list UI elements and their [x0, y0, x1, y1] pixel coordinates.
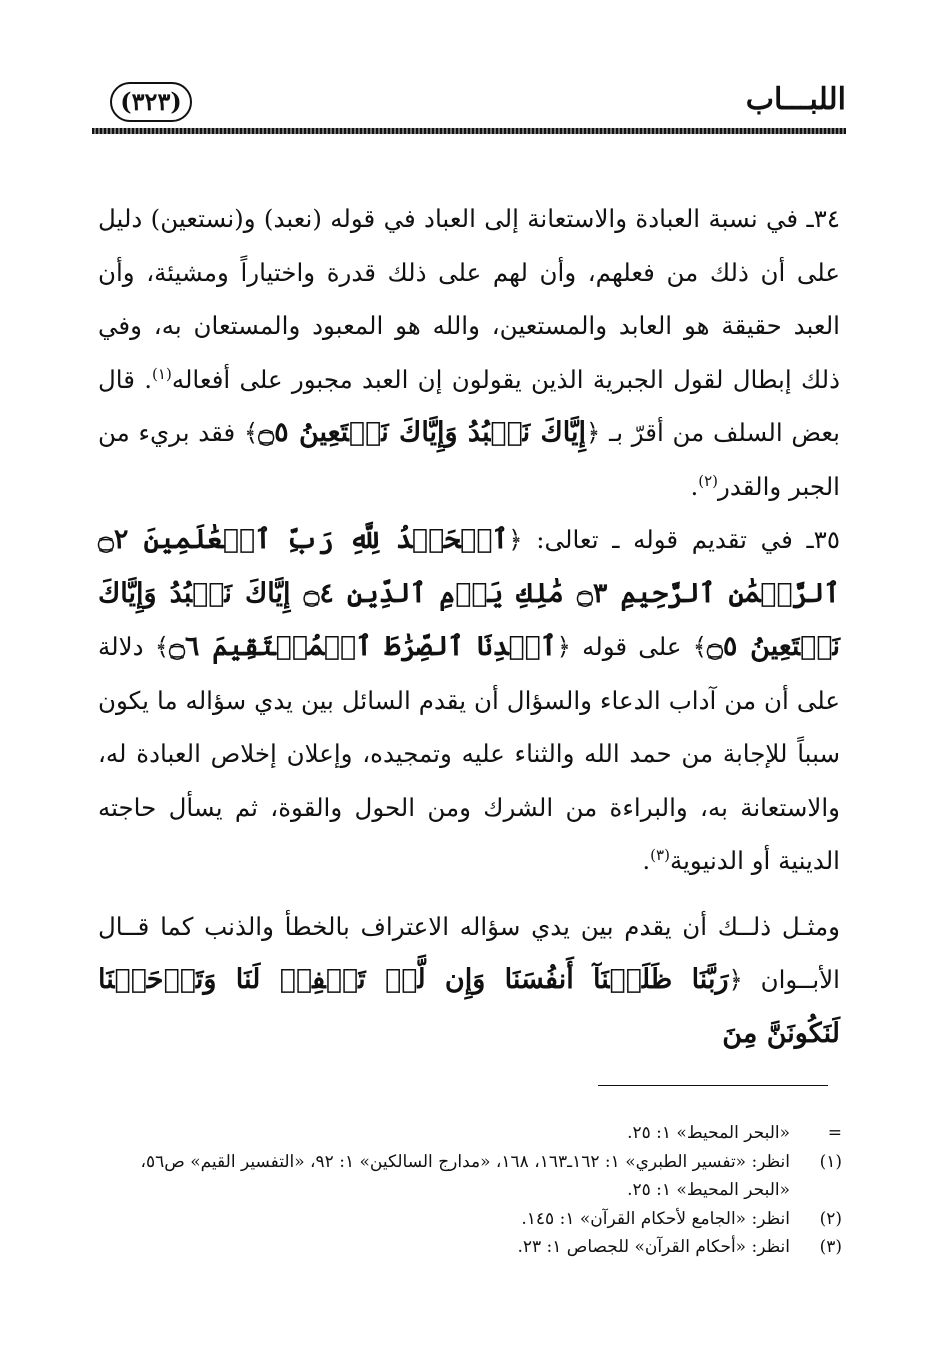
footnote-text: انظر: «الجامع لأحكام القرآن» ١: ١٤٥.	[521, 1208, 790, 1229]
footnote-marker: (١)	[152, 364, 172, 383]
page-number: (٣٢٣)	[110, 82, 192, 122]
footnote-item	[98, 1148, 842, 1205]
main-text	[98, 192, 840, 1060]
footnote-text: انظر: «تفسير الطبري» ١: ١٦٢ـ١٦٣، ١٦٨، «مدارج السالكين» ١: ٩٢، «التفسير القيم» ص٥٦، «البحر المحيط» ١: ٢٥.	[140, 1151, 790, 1200]
footnotes	[98, 1119, 842, 1262]
footnote-marker: (٣)	[650, 845, 670, 864]
quran-verse: إِيَّاكَ نَعۡبُدُ وَإِيَّاكَ نَسۡتَعِينُ ۝٥	[258, 417, 586, 448]
paragraph-34	[98, 192, 840, 513]
footnote-number: (٢)	[819, 1208, 842, 1229]
text-segment: .	[642, 846, 651, 875]
footnote-text: «البحر المحيط» ١: ٢٥.	[627, 1123, 790, 1143]
footnote-separator	[598, 1085, 828, 1086]
text-segment: ٣٥ـ في تقديم قوله ـ تعالى: ﴿	[508, 525, 840, 554]
text-segment: ومثـل ذلــك أن يقدم بين يدي سؤاله الاعتراف بالخطأ والذنب كما قــال الأبــوان ﴿	[98, 911, 840, 994]
footnote-item	[98, 1233, 842, 1262]
paragraph-35	[98, 513, 840, 888]
paragraph-continuation	[98, 900, 840, 1061]
footnote-number: (٣)	[819, 1237, 842, 1257]
quran-verse: رَبَّنَا ظَلَمۡنَآ أَنفُسَنَا وَإِن لَّمۡ تَغۡفِرۡ لَنَا وَتَرۡحَمۡنَا لَنَكُونَنَّ مِنَ	[98, 964, 840, 1049]
page-header	[92, 72, 846, 132]
quran-verse: ٱهۡدِنَا ٱلصِّرَٰطَ ٱلۡمُسۡتَقِيمَ ۝٦	[169, 631, 557, 662]
quran-verse: ٱلۡحَمۡدُ لِلَّهِ رَبِّ ٱلۡعَٰلَمِينَ ۝٢ ٱلرَّحۡمَٰنِ ٱلرَّحِيمِ ۝٣ مَٰلِكِ يَوۡمِ ٱلدِّينِ ۝٤ إِيَّاكَ نَعۡبُدُ وَإِيَّاكَ نَسۡتَعِينُ ۝٥	[98, 524, 840, 662]
text-segment: ﴾ دلالة على أن من آداب الدعاء والسؤال أن يقدم السائل بين يدي سؤاله ما يكون سبباً للإجابة من حمد الله والثناء عليه وتمجيده، وإعلان إخلاص العبادة له، والاستعانة به، والبراءة من الشرك ومن الحول والقوة، ثم يسأل حاجته الدينية أو الدنيوية	[98, 632, 840, 875]
footnote-item	[98, 1119, 842, 1148]
running-title: اللبـــاب	[745, 82, 846, 117]
text-segment: ﴾ على قوله ﴿	[556, 632, 708, 661]
footnote-number: (١)	[819, 1151, 842, 1172]
footnote-text: انظر: «أحكام القرآن» للجصاص ١: ٢٣.	[517, 1237, 790, 1257]
text-segment: ٣٤ـ في نسبة العبادة والاستعانة إلى العباد في قوله (نعبد) و(نستعين) دليل على أن ذلك من فعلهم، وأن لهم على ذلك قدرة واختياراً ومشيئة، وأن العبد حقيقة هو العابد والمستعين، والله هو المعبود والمستعان به، وفي ذلك إبطال لقول الجبرية الذين يقولون إن العبد مجبور على أفعاله	[98, 204, 840, 394]
header-rule	[92, 128, 846, 134]
text-segment: . قال بعض السلف من أقرّ بـ ﴿	[98, 364, 840, 447]
footnote-item	[98, 1205, 842, 1234]
text-segment: .	[690, 471, 699, 501]
footnote-marker: (٢)	[698, 471, 719, 490]
text-segment: ﴾ فقد بريء من الجبر والقدر	[98, 418, 840, 501]
footnote-number: =	[827, 1123, 842, 1143]
